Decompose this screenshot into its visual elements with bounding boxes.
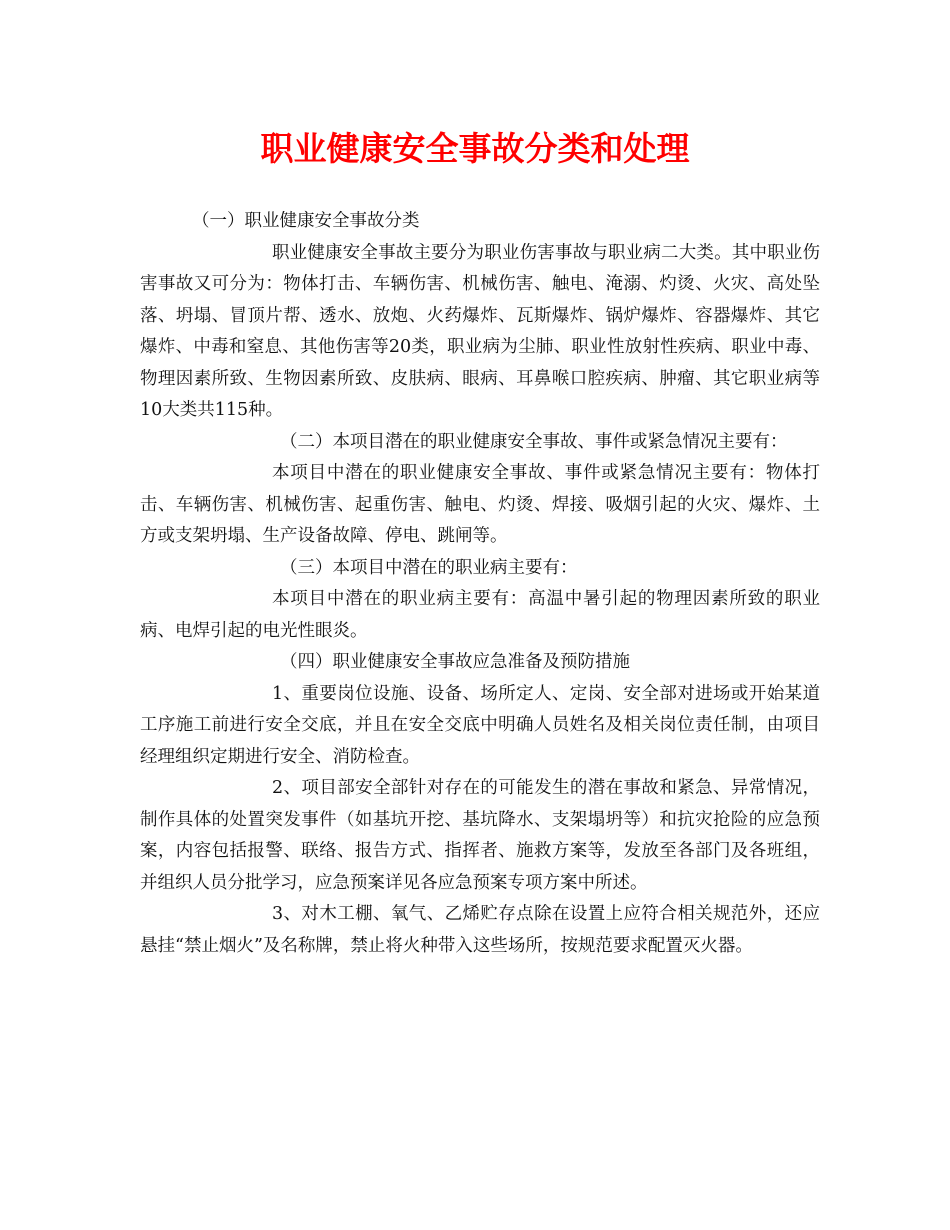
section-heading-2: （二）本项目潜在的职业健康安全事故、事件或紧急情况主要有： (280, 431, 788, 452)
section-1-paragraph-1: 职业健康安全事故主要分为职业伤害事故与职业病二大类。其中职业伤害事故又可分为：物体打击、车辆伤害、机械伤害、触电、淹溺、灼烫、火灾、高处坠落、坍塌、冒顶片帮、透水、放炮、火药爆炸、瓦斯爆炸、锅炉爆炸、容器爆炸、其它爆炸、中毒和窒息、其他伤害等20类，职业病为尘肺、职业性放射性疾病、职业中毒、物理因素所致、生物因素所致、皮肤病、眼病、耳鼻喉口腔疾病、肿瘤、其它职业病等10大类共115种。 (140, 242, 820, 420)
section-heading-1: （一）职业健康安全事故分类 (192, 211, 420, 231)
section-3-paragraph-1: 本项目中潜在的职业病主要有：高温中暑引起的物理因素所致的职业病、电焊引起的电光性眼炎。 (140, 589, 820, 641)
section-2-paragraph-1: 本项目中潜在的职业健康安全事故、事件或紧急情况主要有：物体打击、车辆伤害、机械伤害、起重伤害、触电、灼烫、焊接、吸烟引起的火灾、爆炸、土方或支架坍塌、生产设备故障、停电、跳闸等。 (140, 463, 820, 546)
document-title: 职业健康安全事故分类和处理 (260, 129, 690, 168)
section-heading-3: （三）本项目中潜在的职业病主要有： (280, 557, 578, 578)
section-4-paragraph-3: 3、对木工棚、氧气、乙烯贮存点除在设置上应符合相关规范外，还应悬挂“禁止烟火”及名称牌，禁止将火种带入这些场所，按规范要求配置灭火器。 (140, 904, 820, 956)
section-heading-4: （四）职业健康安全事故应急准备及预防措施 (280, 652, 630, 672)
document-body (140, 206, 820, 962)
section-4-paragraph-2: 2、项目部安全部针对存在的可能发生的潜在事故和紧急、异常情况，制作具体的处置突发事件（如基坑开挖、基坑降水、支架塌坍等）和抗灾抢险的应急预案，内容包括报警、联络、报告方式、指挥者、施救方案等，发放至各部门及各班组，并组织人员分批学习，应急预案详见各应急预案专项方案中所述。 (140, 778, 820, 893)
section-4-paragraph-1: 1、重要岗位设施、设备、场所定人、定岗、安全部对进场或开始某道工序施工前进行安全交底，并且在安全交底中明确人员姓名及相关岗位责任制，由项目经理组织定期进行安全、消防检查。 (140, 683, 820, 767)
